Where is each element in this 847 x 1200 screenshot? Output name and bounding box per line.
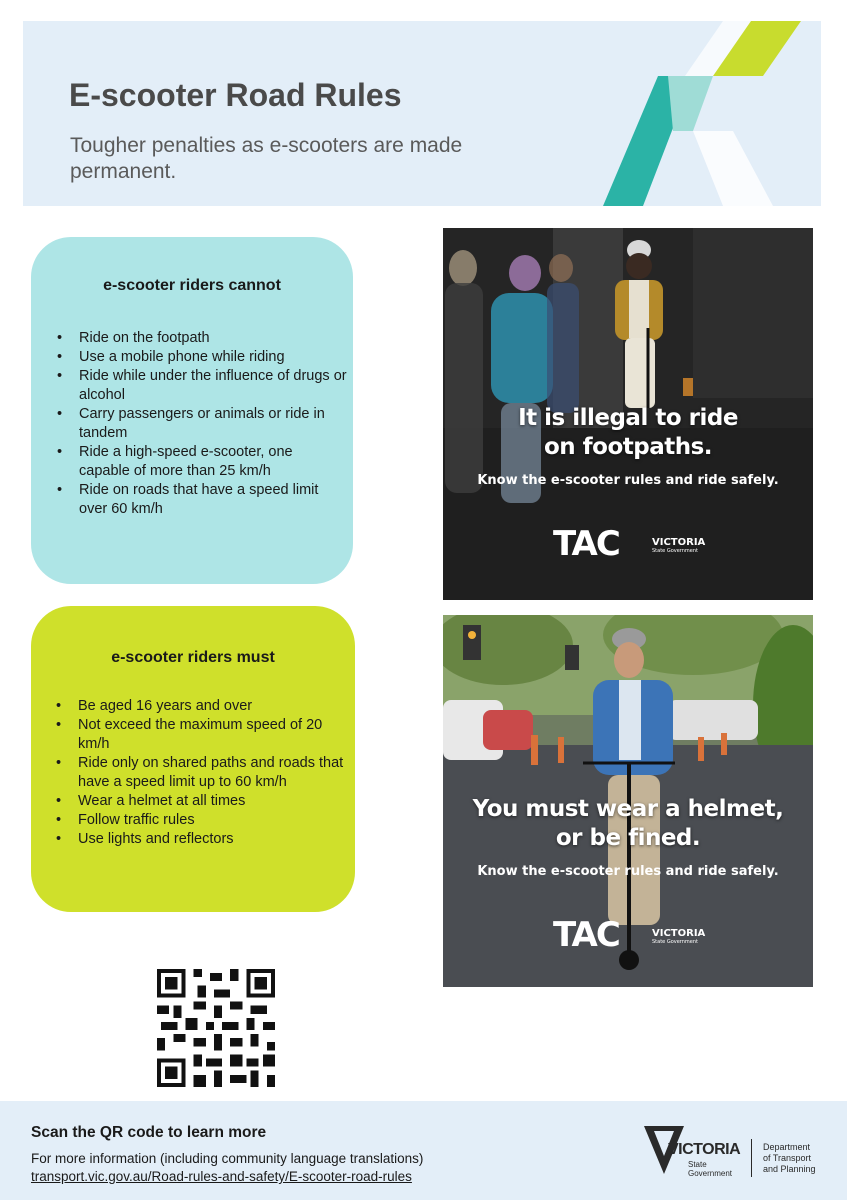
victoria-logo-word: VICTORIA: [652, 928, 706, 939]
footpath-tagline: Know the e-scooter rules and ride safely.: [477, 473, 779, 488]
tac-logo: TAC: [553, 915, 619, 955]
riders-cannot-list: [57, 329, 347, 519]
riders-must-list: [56, 697, 346, 849]
page-subtitle: Tougher penalties as e-scooters are made permanent.: [70, 134, 463, 183]
footer: [0, 1101, 847, 1200]
decorative-chevron-graphic: [573, 21, 821, 206]
riders-cannot-card: [31, 237, 353, 584]
riders-must-heading: e-scooter riders must: [111, 649, 275, 666]
scan-qr-text: Scan the QR code to learn more: [31, 1124, 267, 1141]
helmet-headline-line2: or be fined.: [555, 825, 701, 851]
footpath-headline-line2: on footpaths.: [543, 434, 713, 460]
department-name: [763, 1142, 833, 1175]
list-item: • Ride a high-speed e-scooter, one capable of more than 25 km/h: [57, 443, 347, 481]
department-line2: of Transport: [763, 1153, 812, 1163]
list-item: • Ride on roads that have a speed limit over 60 km/h: [57, 481, 347, 519]
more-info-text: For more information (including community language translations): [31, 1151, 424, 1166]
footpath-poster: [443, 228, 813, 600]
victoria-logo-word: VICTORIA: [668, 1141, 741, 1158]
list-item: • Not exceed the maximum speed of 20 km/h: [56, 716, 346, 754]
list-item: • Ride only on shared paths and roads that have a speed limit up to 60 km/h: [56, 754, 346, 792]
list-item: • Carry passengers or animals or ride in tandem: [57, 405, 347, 443]
list-item: • Follow traffic rules: [56, 811, 346, 830]
header-banner: [23, 21, 821, 206]
page-title: E-scooter Road Rules: [69, 77, 402, 113]
helmet-tagline: Know the e-scooter rules and ride safely.: [477, 864, 779, 879]
footpath-headline-line1: It is illegal to ride: [518, 405, 738, 431]
victoria-logo: [652, 537, 705, 554]
list-item: • Use lights and reflectors: [56, 830, 346, 849]
tac-logo: TAC: [553, 524, 619, 564]
helmet-headline: [443, 795, 813, 853]
footpath-headline: [443, 404, 813, 462]
logo-divider: [751, 1139, 752, 1177]
department-line1: Department: [763, 1142, 811, 1152]
more-info-link[interactable]: transport.vic.gov.au/Road-rules-and-safety/E-scooter-road-rules: [31, 1169, 412, 1184]
helmet-poster: [443, 615, 813, 987]
victoria-logo-state-line2: Government: [688, 1169, 733, 1178]
victoria-logo-word: VICTORIA: [652, 537, 706, 548]
victoria-logo-state-line1: State: [688, 1160, 707, 1169]
victoria-logo: [652, 928, 705, 945]
list-item: • Wear a helmet at all times: [56, 792, 346, 811]
department-line3: and Planning: [763, 1164, 816, 1174]
list-item: • Use a mobile phone while riding: [57, 348, 347, 367]
victoria-logo-state: [688, 1160, 732, 1178]
list-item: • Ride while under the influence of drugs or alcohol: [57, 367, 347, 405]
helmet-headline-line1: You must wear a helmet,: [472, 796, 784, 822]
victoria-logo-sub: State Government: [652, 548, 699, 554]
victoria-logo-sub: State Government: [652, 939, 699, 945]
riders-must-card: [31, 606, 355, 912]
list-item: • Be aged 16 years and over: [56, 697, 346, 716]
riders-cannot-heading: e-scooter riders cannot: [103, 277, 281, 294]
qr-code[interactable]: [157, 969, 275, 1087]
list-item: • Ride on the footpath: [57, 329, 347, 348]
